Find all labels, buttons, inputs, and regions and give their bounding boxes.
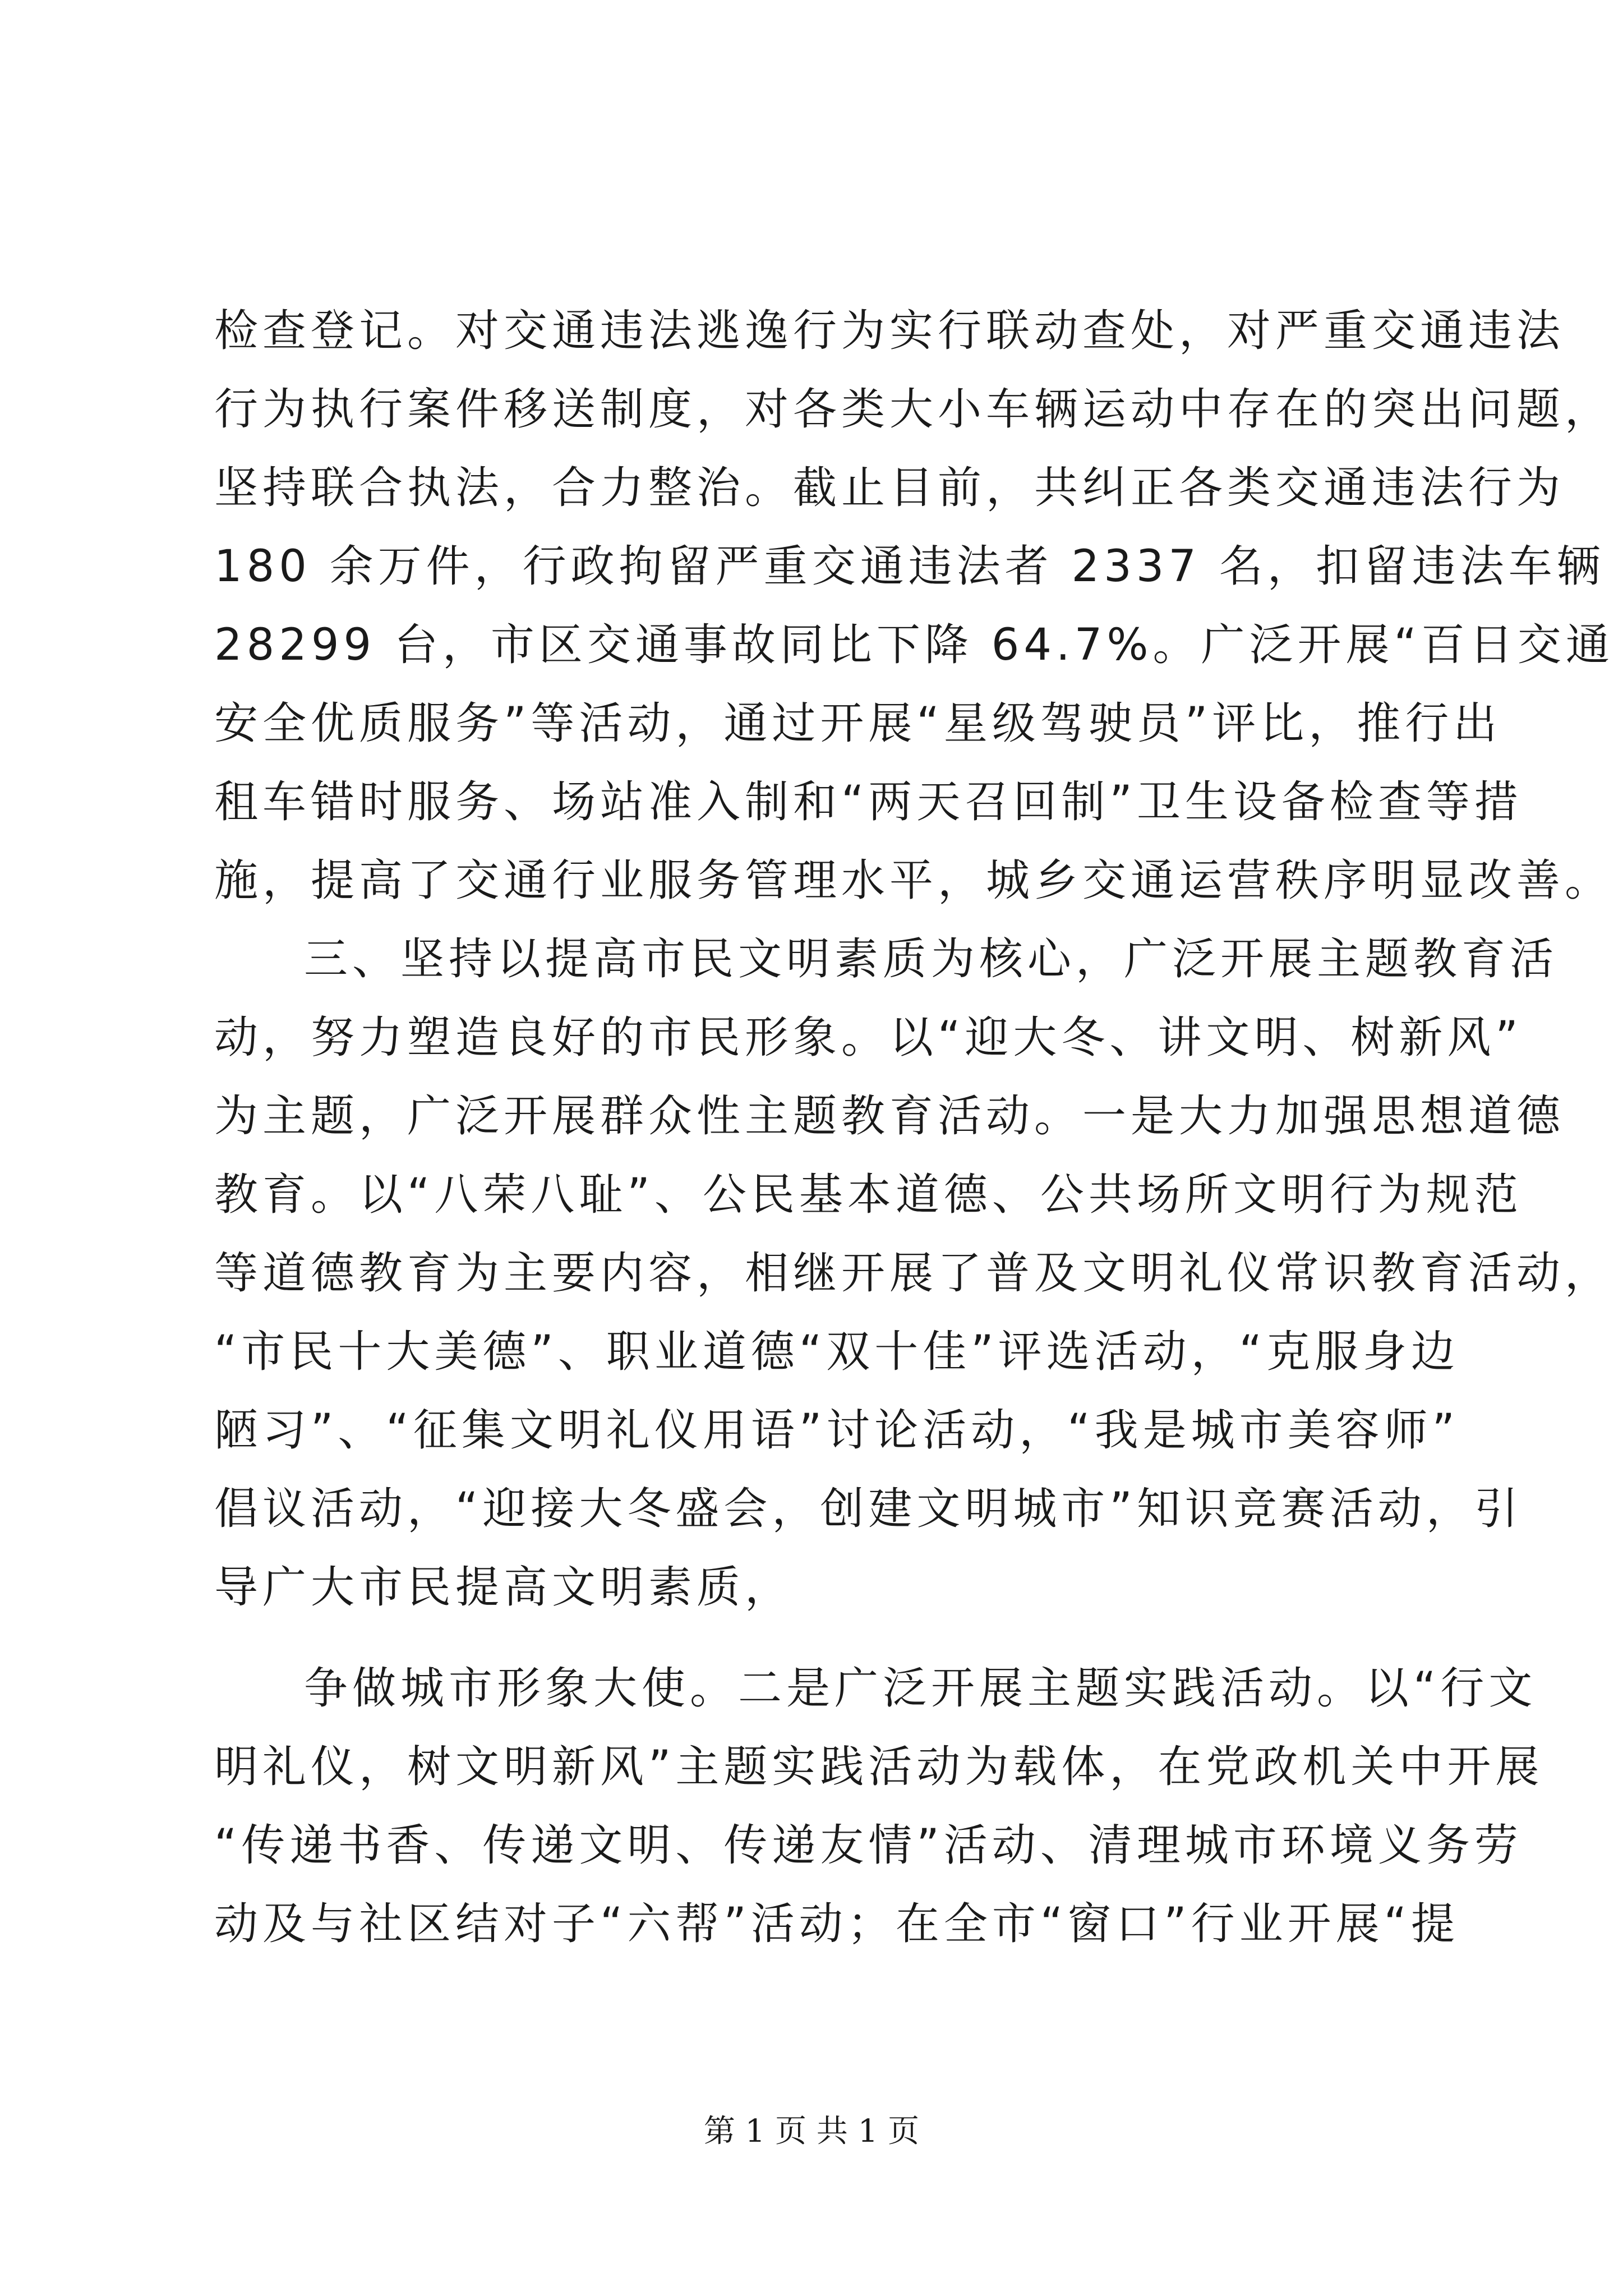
page-number-label: 第 1 页 共 1 页 <box>703 2113 920 2150</box>
text-line: 动，努力塑造良好的市民形象。以“迎大冬、讲文明、树新风” <box>214 1013 1523 1063</box>
text-line: “市民十大美德”、职业道德“双十佳”评选活动，“克服身边 <box>214 1327 1460 1377</box>
paragraph-start-line: 争做城市形象大使。二是广泛开展主题实践活动。以“行文 <box>304 1663 1537 1714</box>
text-line: 为主题，广泛开展群众性主题教育活动。一是大力加强思想道德 <box>214 1091 1565 1142</box>
text-line: 租车错时服务、场站准入制和“两天召回制”卫生设备检查等措 <box>214 777 1523 827</box>
text-line: “传递书香、传递文明、传递友情”活动、清理城市环境义务劳 <box>214 1820 1523 1871</box>
text-line: 明礼仪，树文明新风”主题实践活动为载体，在党政机关中开展 <box>214 1742 1544 1792</box>
document-body <box>214 292 1614 1963</box>
text-line: 动及与社区结对子“六帮”活动；在全市“窗口”行业开展“提 <box>214 1899 1460 1949</box>
text-line: 行为执行案件移送制度，对各类大小车辆运动中存在的突出问题， <box>214 384 1613 435</box>
text-line: 坚持联合执法，合力整治。截止目前，共纠正各类交通违法行为 <box>214 463 1565 513</box>
text-line: 陋习”、“征集文明礼仪用语”讨论活动，“我是城市美容师” <box>214 1405 1460 1456</box>
paragraph-start-line: 三、坚持以提高市民文明素质为核心，广泛开展主题教育活 <box>304 934 1559 984</box>
text-line: 导广大市民提高文明素质， <box>214 1562 794 1613</box>
text-line: 教育。以“八荣八耻”、公民基本道德、公共场所文明行为规范 <box>214 1170 1523 1220</box>
page-footer <box>0 2112 1623 2151</box>
text-line: 180 余万件，行政拘留严重交通违法者 2337 名，扣留违法车辆 <box>214 541 1605 592</box>
text-line: 安全优质服务”等活动，通过开展“星级驾驶员”评比，推行出 <box>214 698 1502 749</box>
text-line: 检查登记。对交通违法逃逸行为实行联动查处，对严重交通违法 <box>214 306 1565 356</box>
text-line: 28299 台，市区交通事故同比下降 64.7%。广泛开展“百日交通 <box>214 620 1614 670</box>
text-line: 倡议活动，“迎接大冬盛会，创建文明城市”知识竞赛活动，引 <box>214 1484 1523 1534</box>
text-line: 施，提高了交通行业服务管理水平，城乡交通运营秩序明显改善。 <box>214 855 1613 906</box>
text-line: 等道德教育为主要内容，相继开展了普及文明礼仪常识教育活动， <box>214 1248 1613 1299</box>
